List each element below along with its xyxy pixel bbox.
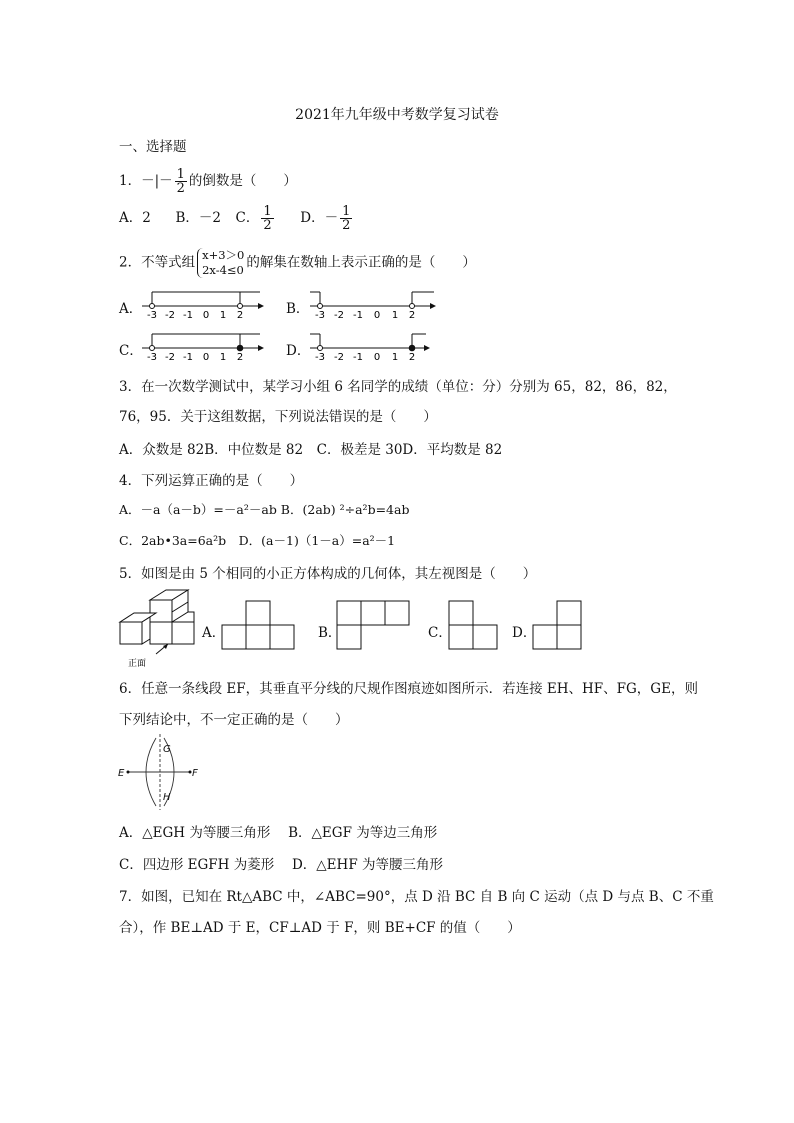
q2-sys-line-2: 2x-4≤0 <box>202 263 244 277</box>
view-option-a <box>221 600 297 652</box>
question-2 <box>119 248 476 278</box>
q2-label-c: C． <box>119 343 143 359</box>
tick-label: -2 <box>165 310 175 320</box>
q2-label-b: B． <box>286 301 310 317</box>
q7-line-2: 合），作 BE⊥AD 于 E，CF⊥AD 于 F，则 BE+CF 的值（ ） <box>119 920 521 936</box>
q4-options-cd: C．2ab•3a=6a²b D．(a－1)（1－a）=a²－1 <box>119 533 396 548</box>
q1-d-den: 2 <box>342 218 351 233</box>
q1-suffix: 的倒数是（ ） <box>188 173 297 189</box>
view-option-d <box>532 600 584 652</box>
tick-label: -3 <box>147 310 157 320</box>
tick-label: -1 <box>353 310 363 320</box>
q1-option-c-fraction <box>261 205 273 232</box>
tick-label: 2 <box>408 310 416 320</box>
number-line-d <box>306 330 431 362</box>
tick-label: 1 <box>219 310 227 320</box>
tick-label: -3 <box>315 310 325 320</box>
tick-label: 1 <box>219 352 227 362</box>
q3-line-1: 3．在一次数学测试中，某学习小组 6 名同学的成绩（单位：分）分别为 65，82，86，82， <box>119 379 677 395</box>
q2-sys-line-1: x+3＞0 <box>202 248 245 262</box>
tick-label: -1 <box>183 310 193 320</box>
tick-label: -2 <box>334 352 344 362</box>
q6-options-ab: A．△EGH 为等腰三角形 B．△EGF 为等边三角形 <box>119 825 438 841</box>
q3-line-2: 76，95．关于这组数据，下列说法错误的是（ ） <box>119 409 437 425</box>
q4-options-ab: A．－a（a－b）=－a²－ab B．(2ab) ²÷a²b=4ab <box>119 502 410 517</box>
point-e-label: E <box>118 768 125 779</box>
q5-stem: 5．如图是由 5 个相同的小正方体构成的几何体，其左视图是（ ） <box>119 566 537 582</box>
cube-solid-figure <box>116 586 206 670</box>
q5-label-a: A． <box>202 625 226 641</box>
tick-label: 2 <box>236 310 244 320</box>
q3-options: A．众数是 82B．中位数是 82 C．极差是 30D．平均数是 82 <box>119 442 503 458</box>
tick-label: 0 <box>373 352 381 362</box>
q4-stem: 4．下列运算正确的是（ ） <box>119 473 304 489</box>
q6-line-1: 6．任意一条线段 EF，其垂直平分线的尺规作图痕迹如图所示．若连接 EH、HF、FG，GE，则 <box>119 681 698 697</box>
q1-option-d: D．－ <box>300 210 339 226</box>
point-f-label: F <box>192 768 198 779</box>
q6-options-cd: C．四边形 EGFH 为菱形 D．△EHF 为等腰三角形 <box>119 857 443 873</box>
tick-label: -2 <box>165 352 175 362</box>
tick-label: 2 <box>236 352 244 362</box>
number-line-c <box>140 330 265 362</box>
front-label: 正面 <box>128 659 147 669</box>
q1-option-d-fraction <box>340 205 352 232</box>
q1-option-c: C． <box>235 210 260 226</box>
q7-line-1: 7．如图，已知在 Rt△ABC 中，∠ABC=90°，点 D 沿 BC 自 B 向 C 运动（点 D 与点 B、C 不重 <box>119 889 714 905</box>
q2-prefix: 2．不等式组 <box>119 254 196 271</box>
q1-option-b: B．－2 <box>175 210 221 226</box>
q5-label-b: B． <box>318 625 342 641</box>
q6-line-2: 下列结论中，不一定正确的是（ ） <box>119 712 349 728</box>
section-heading: 一、选择题 <box>119 139 187 155</box>
q1-option-a: A．2 <box>119 210 151 226</box>
q5-label-c: C． <box>428 625 452 641</box>
q1-frac-den: 2 <box>176 181 185 196</box>
tick-label: -1 <box>353 352 363 362</box>
tick-label: 1 <box>391 352 399 362</box>
point-g-label: G <box>163 744 171 755</box>
perpendicular-bisector-figure <box>116 732 200 812</box>
q2-label-a: A． <box>119 301 143 317</box>
tick-label: -2 <box>334 310 344 320</box>
q1-options <box>119 205 354 232</box>
tick-label: 2 <box>408 352 416 362</box>
q1-c-num: 1 <box>263 204 272 219</box>
q1-prefix: 1．－|－ <box>119 173 173 189</box>
view-option-c <box>448 600 500 652</box>
view-option-b <box>336 600 412 652</box>
q1-c-den: 2 <box>263 218 272 233</box>
q1-d-num: 1 <box>342 204 351 219</box>
question-1 <box>119 168 297 195</box>
q2-label-d: D． <box>286 343 311 359</box>
tick-label: 0 <box>373 310 381 320</box>
point-h-label: H <box>163 792 171 803</box>
number-line-b <box>306 288 438 320</box>
q2-suffix: 的解集在数轴上表示正确的是（ ） <box>246 254 476 271</box>
tick-label: -1 <box>183 352 193 362</box>
q1-fraction <box>175 168 187 195</box>
page-title: 2021年九年级中考数学复习试卷 <box>295 107 499 123</box>
q5-label-d: D． <box>512 625 537 641</box>
q2-inequality-system <box>197 248 244 278</box>
tick-label: 1 <box>391 310 399 320</box>
tick-label: 0 <box>202 310 210 320</box>
tick-label: -3 <box>315 352 325 362</box>
number-line-a <box>140 288 265 320</box>
tick-label: 0 <box>202 352 210 362</box>
q1-frac-num: 1 <box>176 167 185 182</box>
tick-label: -3 <box>147 352 157 362</box>
